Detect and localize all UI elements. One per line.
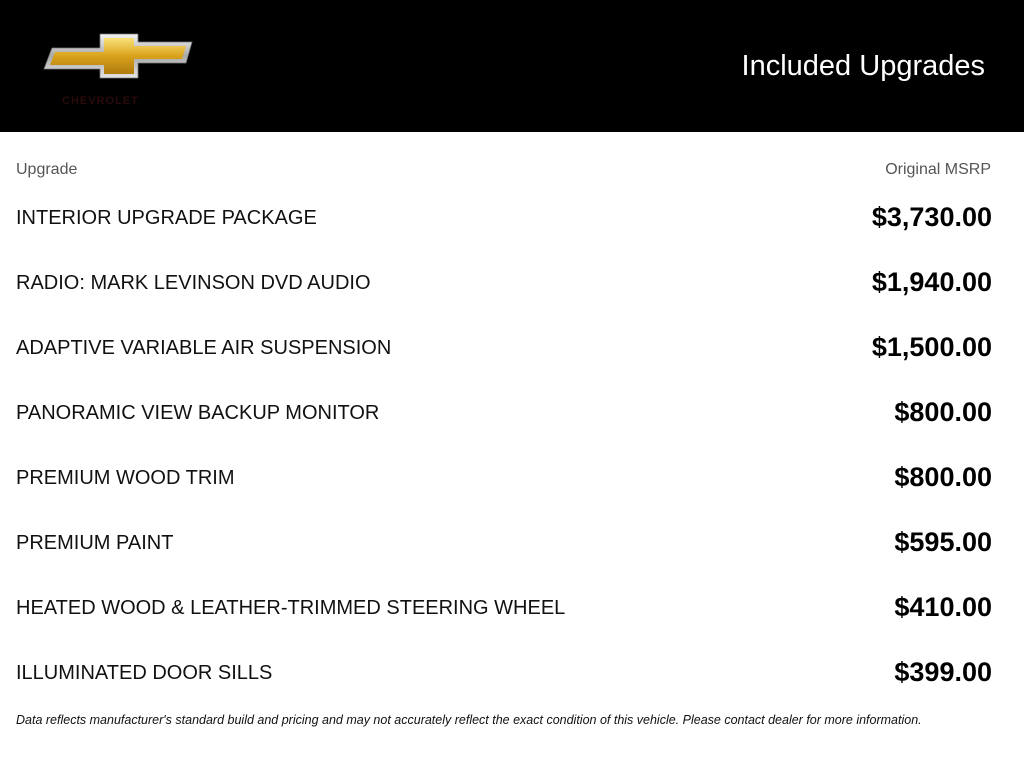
list-item [0, 380, 1024, 445]
upgrade-name: PREMIUM PAINT [16, 532, 174, 554]
upgrade-name: INTERIOR UPGRADE PACKAGE [16, 207, 317, 229]
upgrade-name: ADAPTIVE VARIABLE AIR SUSPENSION [16, 337, 392, 359]
list-item [0, 445, 1024, 510]
upgrades-list [0, 185, 1024, 705]
list-item [0, 185, 1024, 250]
column-header-upgrade: Upgrade [16, 161, 78, 178]
upgrade-name: RADIO: MARK LEVINSON DVD AUDIO [16, 272, 371, 294]
upgrade-name: ILLUMINATED DOOR SILLS [16, 662, 273, 684]
upgrade-price: $399.00 [894, 657, 992, 687]
upgrade-price: $410.00 [894, 592, 992, 622]
column-header-msrp: Original MSRP [885, 161, 991, 178]
upgrade-price: $1,940.00 [871, 267, 992, 297]
list-item [0, 575, 1024, 640]
upgrade-price: $800.00 [894, 462, 992, 492]
upgrade-price: $1,500.00 [871, 332, 992, 362]
header-bar [0, 0, 1024, 132]
page-title: Included Upgrades [741, 50, 985, 82]
upgrade-name: PREMIUM WOOD TRIM [16, 467, 235, 489]
list-item [0, 250, 1024, 315]
list-item [0, 640, 1024, 705]
disclaimer-text: Data reflects manufacturer's standard build and pricing and may not accurately reflect the exact condition of this vehicle. Please contact dealer for more information. [16, 713, 922, 727]
upgrade-name: PANORAMIC VIEW BACKUP MONITOR [16, 402, 380, 424]
upgrade-price: $800.00 [894, 397, 992, 427]
list-item [0, 315, 1024, 380]
upgrade-price: $3,730.00 [871, 202, 992, 232]
list-item [0, 510, 1024, 575]
upgrade-price: $595.00 [894, 527, 992, 557]
brand-wordmark: CHEVROLET [62, 95, 139, 107]
upgrade-name: HEATED WOOD & LEATHER-TRIMMED STEERING WHEEL [16, 597, 566, 619]
